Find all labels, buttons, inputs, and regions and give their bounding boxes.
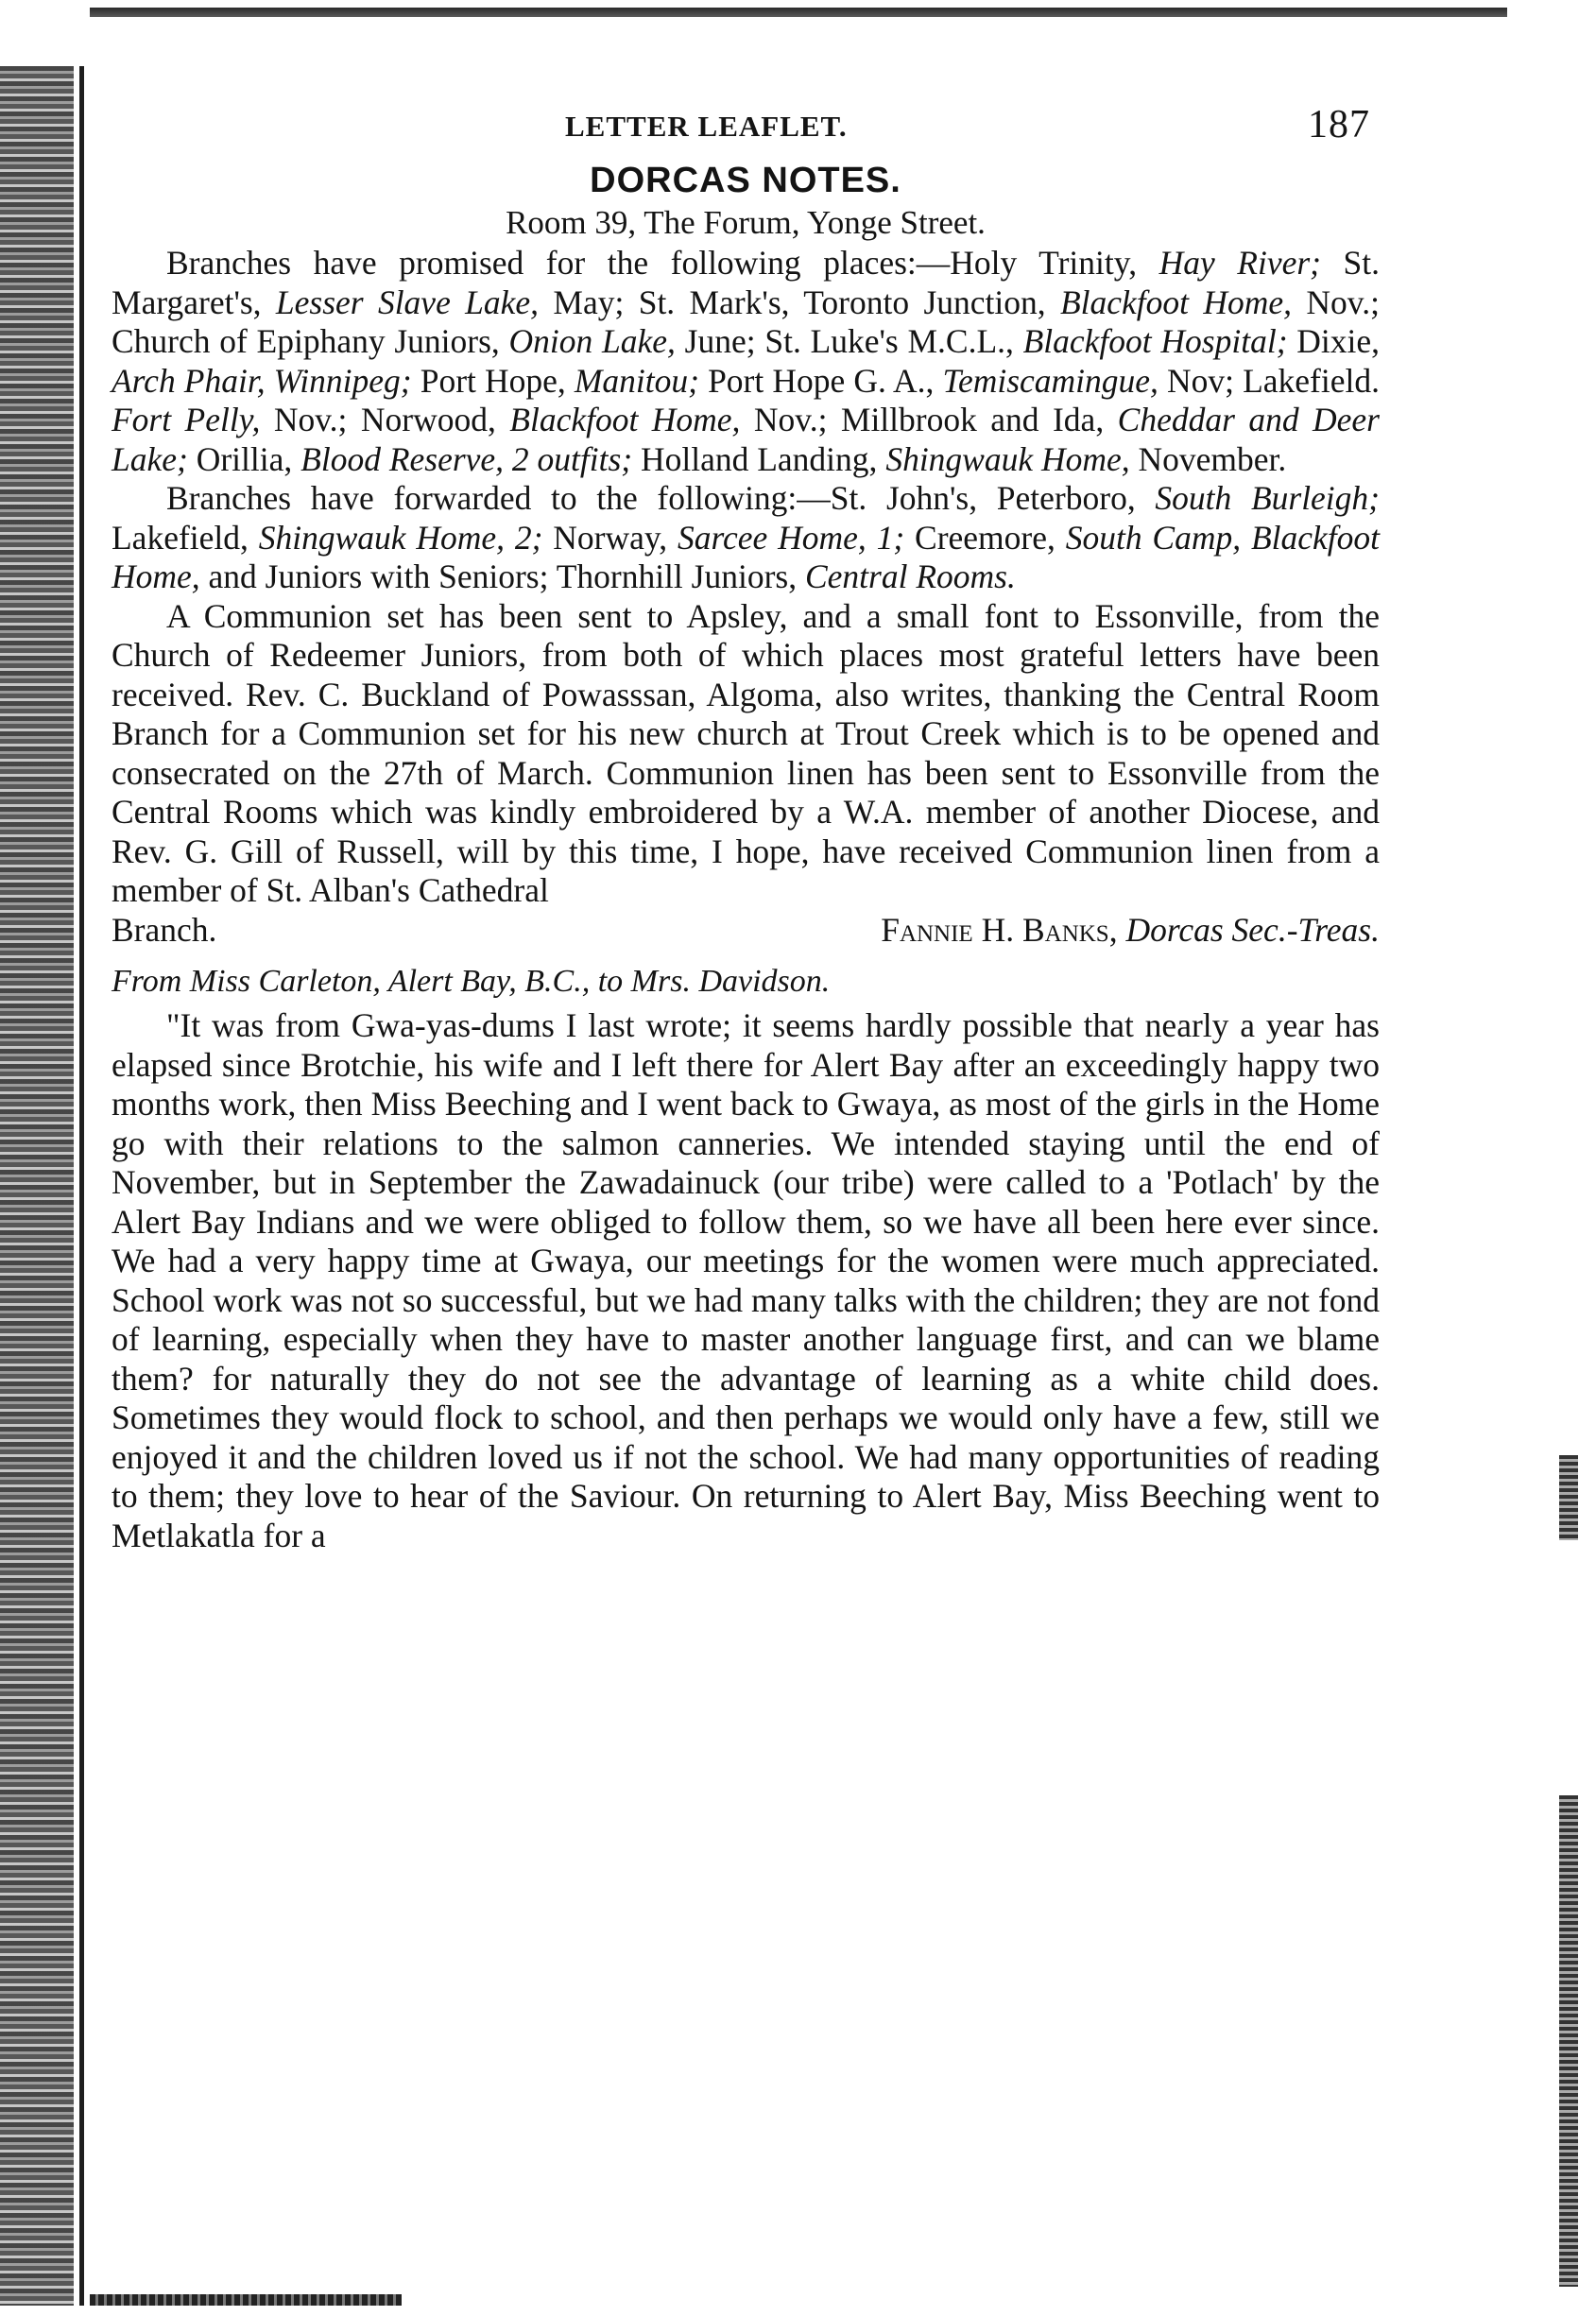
paragraph-forwarded xyxy=(112,479,1380,597)
place-name: Lesser Slave Lake, xyxy=(275,283,540,321)
place-name: Blackfoot Home, xyxy=(509,401,741,438)
text-run: Branches have forwarded to the following:—St. John's, Peterboro, xyxy=(166,479,1156,517)
text-run: Norway, xyxy=(542,518,678,557)
text-run: November. xyxy=(1129,439,1287,478)
running-head xyxy=(112,102,1380,151)
text-run: Branches have promised for the following places:—Holy Trinity, xyxy=(166,244,1159,282)
signature-line xyxy=(112,911,1380,951)
page-number: 187 xyxy=(1308,103,1370,146)
text-run: Nov; Lakefield. xyxy=(1158,361,1380,400)
text-run: St. Margaret's, xyxy=(112,244,1380,321)
signature-branch-word: Branch. xyxy=(112,910,217,949)
place-name: Blood Reserve, 2 outfits; xyxy=(300,439,633,478)
text-run: and Juniors with Seniors; Thornhill Juniors, xyxy=(199,558,805,595)
text-run: Port Hope, xyxy=(411,361,575,400)
text-run: Port Hope G. A., xyxy=(698,361,943,400)
place-name: Temiscamingue, xyxy=(942,361,1158,400)
text-run: Nov.; Millbrook and Ida, xyxy=(740,401,1118,438)
text-run: Holland Landing, xyxy=(632,439,886,478)
text-run: Nov.; Church of Epiphany Juniors, xyxy=(112,283,1380,360)
place-name: Manitou; xyxy=(574,361,699,400)
place-name: South Camp, Blackfoot Home, xyxy=(112,518,1380,595)
text-run: June; St. Luke's M.C.L., xyxy=(675,322,1023,360)
place-name: Onion Lake, xyxy=(508,322,676,360)
place-name: Shingwauk Home, 2; xyxy=(258,518,543,557)
signature-title: Dorcas Sec.-Treas. xyxy=(1125,910,1380,949)
place-name: Blackfoot Hospital; xyxy=(1022,322,1288,360)
scan-mark xyxy=(1559,1455,1578,1540)
place-name: Cheddar and Deer Lake; xyxy=(112,401,1380,478)
page-content xyxy=(112,102,1380,1555)
place-name: Fort Pelly, xyxy=(112,401,261,438)
place-name: Hay River; xyxy=(1158,244,1321,282)
text-run: Creemore, xyxy=(904,518,1066,557)
paragraph-promised xyxy=(112,244,1380,479)
running-head-title: LETTER LEAFLET. xyxy=(565,110,848,143)
section-heading: DORCAS NOTES. xyxy=(590,161,901,200)
text-run: Dixie, xyxy=(1287,322,1380,360)
text-run: May; St. Mark's, Toronto Junction, xyxy=(539,283,1060,321)
letter-body: "It was from Gwa-yas-dums I last wrote; it seems hardly possible that nearly a year has elapsed since Brotchie, his wife and I left there for Alert Bay after an exceedingly happy two months work, then Miss Beeching and I went back to Gwaya, as most of the girls in the Home go with their relations to the salmon canneries. We intended staying until the end of November, but in September the Zawadainuck (our tribe) were called to a 'Potlach' by the Alert Bay Indians and we were obliged to follow them, so we have all been here ever since. We had a very happy time at Gwaya, our meetings for the women were much appreciated. School work was not so successful, but we had many talks with the children; they are not fond of learning, especially when they have to master another language first, and can we blame them? for naturally they do not see the advantage of learning as a white child does. Sometimes they would flock to school, and then perhaps we would only have a few, still we enjoyed it and the children loved us if not the school. We had many opportunities of reading to them; they love to hear of the Saviour. On returning to Alert Bay, Miss Beeching went to Metlakatla for a xyxy=(112,1006,1380,1554)
page-bottom-border xyxy=(90,2294,402,2306)
place-name: Central Rooms. xyxy=(804,558,1016,595)
place-name: Sarcee Home, 1; xyxy=(678,518,905,557)
text-run: Lakefield, xyxy=(112,518,259,557)
signature xyxy=(881,911,1380,951)
section-address: Room 39, The Forum, Yonge Street. xyxy=(506,204,986,241)
place-name: Blackfoot Home, xyxy=(1060,283,1293,321)
letter-heading: From Miss Carleton, Alert Bay, B.C., to Mrs. Davidson. xyxy=(112,964,831,999)
page-left-border xyxy=(79,66,84,2306)
binding-edge xyxy=(0,66,74,2306)
place-name: Arch Phair, Winnipeg; xyxy=(112,361,412,400)
place-name: Shingwauk Home, xyxy=(885,439,1130,478)
signature-name: Fannie H. Banks, xyxy=(881,910,1118,949)
place-name: South Burleigh; xyxy=(1155,479,1380,517)
paragraph-communion: A Communion set has been sent to Apsley, and a small font to Essonville, from the Church of Redeemer Juniors, from both of which places most grateful letters have been received. Rev. C. Buckland of Powasssan, Algoma, also writes, thanking the Central Room Branch for a Communion set for his new church at Trout Creek which is to be opened and consecrated on the 27th of March. Communion linen has been sent to Essonville from the Central Rooms which was kindly embroidered by a W.A. member of another Diocese, and Rev. G. Gill of Russell, will by this time, I hope, have received Communion linen from a member of St. Alban's Cathedral xyxy=(112,596,1380,909)
page-top-border xyxy=(90,8,1507,17)
scan-mark xyxy=(1559,1795,1578,2287)
text-run: Nov.; Norwood, xyxy=(260,401,510,438)
text-run: Orillia, xyxy=(187,439,301,478)
